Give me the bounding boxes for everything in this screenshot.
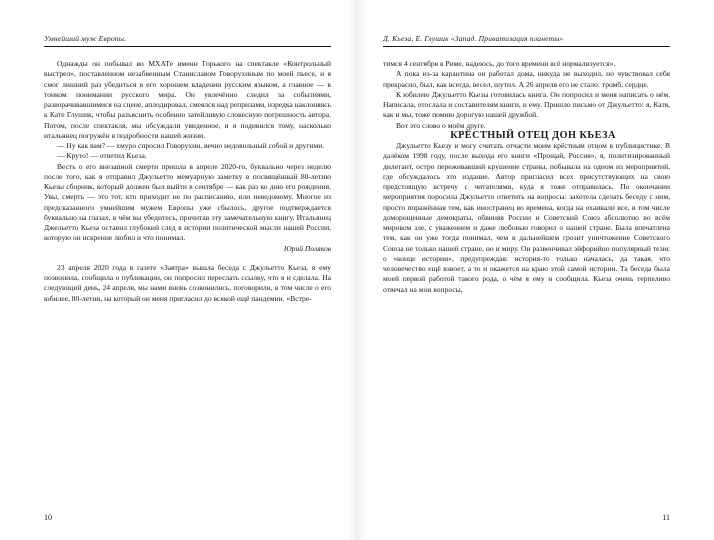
right-running-head: Д. Кьеза, Е. Глушик «Запад. Приватизация планеты» [383,34,564,43]
right-header-rule [383,46,670,47]
paragraph: А пока из-за карантина он работал дома, никуда не выходил, но чувствовал себя прекрасно, был, как всегда, весел, шутил. А 26 апреля его не стало: тромб, сердце. [383,69,670,89]
left-page-number: 10 [44,513,52,522]
right-page [357,0,714,540]
paragraph: Весть о его внезапной смерти пришла в апреле 2020-го, буквально через неделю после того, как я отправил Джульетто мемуарную заметку в посвящённый 80-летию Кьезы сборник, который должен был выйти в сентябре — как раз ко дню его рождения. Увы, смерть — это тот, кто приходит не по расписанию, или неведомому. Многое из предсказанного умнейшим мужем Европы уже сбылось, другое подтверждается буквально на глазах, в чём вы убедитесь, прочитав эту замечательную книгу. Итальянец Джельетто Кьеза оставил глубокий след в истории политической мысли нашей России, которую он искренне любил и что понимал. [44,161,331,243]
paragraph: Джульетто Кьезу и могу считать отчасти моим крёстным отцом в публицистике. В далёком 1998 году, после выхода его книги «Прощай, Россия», я, политизированный дилетант, остро переживавший крушение страны, побывала на одном из мероприятий, где обсуждалось это издание. Автор пригласил всех присутствующих на свою предстоящую встречу с читателями, куда я тоже отправилась. По окончании мероприятия поросила Джульетто ответить на вопросы: захотела сделать беседу с ним, просто поражённая тем, как иностранец во времена, когда на охаивали все, в том числе доморощенные демократы, обвиняя России и Советский Союз абсолютно во всём мировом зле, с уважением и даже любовью говорил о нашей стране. Была впечатлена тем, как он уже тогда понимал, чем в дальнейшем грозит уничтожение Советского Союза не только нашей стране, но и миру. Он развенчивал эйфорийно популярный тезис о «конце истории», предупреждая: история-то только началась, да такая, что человечество ещё взвоет, а то и окажется на краю этой самой истории. Та беседа была моей первой работой такого рода, о чём я ему и сообщила. Кьеза очень терпеливо отвечал на мои вопросы, [383,141,670,294]
paragraph: 23 апреля 2020 года в газете «Завтра» вышла беседа с Джульетто Кьеза, я ему позвонила, сообщила о публикации, он попросил переслать ссылку, что я и сделала. На следующий день, 24 апреля, мы нами вновь созвонились, поговорили, в том числе о его юбилее, 80-летии, на который он меня пригласил до всякой ещё пандемии. «Встре- [44,262,331,303]
right-page-number: 11 [662,513,670,522]
right-text-column [383,59,670,295]
paragraph: — Круто! — ответил Кьеза. [57,151,147,161]
paragraph: — Ну как вам? — хмуро спросил Говорухин, вечно недовольный собой и другими. [57,141,325,150]
paragraph: К юбилею Джульетто Кьезы готовилась книга. Он попросил и меня написать о нём. Написала, отослала и составителям книги, и ему. Пришло письмо от Джульетто: я, Катя, как и мы, тоже помню дорогую нашей дружбой. [383,89,670,120]
left-header-rule [44,46,331,47]
left-text-column [44,59,331,304]
chapter-title: КРЁСТНЫЙ ОТЕЦ ДОН КЬЕЗА [450,129,616,141]
left-running-head: Умнейший муж Европы. [44,34,127,43]
paragraph: Однажды он побывал во МХАТе имени Горького на спектакле «Контрольный выстрел», поставленном незабвенным Станиславом Говорухиным по моей пьесе, и я смог лишний раз убедиться в его хорошем владении русским языком, а главное — в тонком понимании русского мира. Он увлечённо следил за событиями, разворачивавшимися на сцене, аплодировал, смеялся над репризами, изредка наклоняясь к Кате Глушик, чтобы разъяснить особенно затейливую словесную погрешность автора. Потом, после спектакля, мы обсуждали увиденное, и я подивился тому, насколько итальянец погружён в подробности нашей жизни. [44,59,331,140]
paragraph: тимся 4 сентября в Риме, надеюсь, до того времени всё нормализуется». [383,59,616,68]
paragraph-spacer [44,254,331,263]
author-byline: Юрий Поляков [283,243,331,253]
paragraph: Вот это слово о моём друге. [396,120,486,130]
